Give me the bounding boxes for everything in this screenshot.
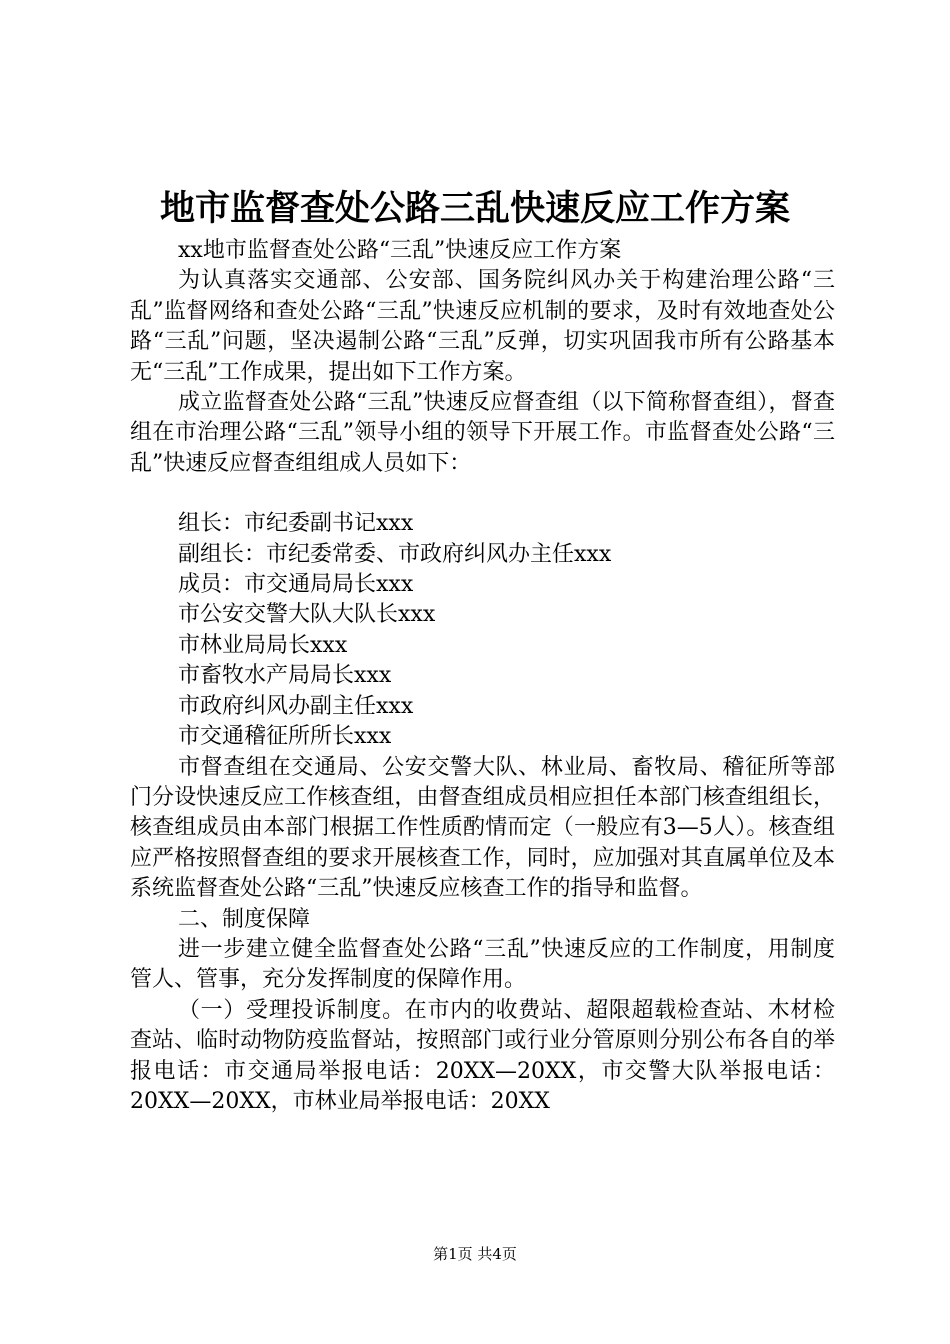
group-paragraph: 成立监督查处公路“三乱”快速反应督查组（以下简称督查组），督查组在市治理公路“三乱”领导小组的领导下开展工作。市监督查处公路“三乱”快速反应督查组组成人员如下： <box>130 390 835 476</box>
document-subtitle: xx地市监督查处公路“三乱”快速反应工作方案 <box>178 238 622 263</box>
check-group-paragraph: 市督查组在交通局、公安交警大队、林业局、畜牧局、稽征所等部门分设快速反应工作核查组，由督查组成员相应担任本部门核查组组长，核查组成员由本部门根据工作性质酌情而定（一般应有3—5人）。核查组应严格按照督查组的要求开展核查工作，同时，应加强对其直属单位及本系统监督查处公路“三乱”快速反应核查工作的指导和监督。 <box>130 754 835 902</box>
member-line: 市林业局局长xxx <box>178 632 348 658</box>
member-line: 市交通稽征所所长xxx <box>178 724 392 750</box>
system-paragraph: 进一步建立健全监督查处公路“三乱”快速反应的工作制度，用制度管人、管事，充分发挥制度的保障作用。 <box>130 936 835 993</box>
complaint-paragraph: （一）受理投诉制度。在市内的收费站、超限超载检查站、木材检查站、临时动物防疫监督站，按照部门或行业分管原则分别公布各自的举报电话：市交通局举报电话：20XX—20XX，市交警大队举报电话：20XX—20XX，市林业局举报电话：20XX <box>130 997 835 1114</box>
section-heading: 二、制度保障 <box>178 906 311 932</box>
member-line: 市政府纠风办副主任xxx <box>178 693 414 719</box>
member-line: 副组长：市纪委常委、市政府纠风办主任xxx <box>178 541 612 567</box>
intro-paragraph: 为认真落实交通部、公安部、国务院纠风办关于构建治理公路“三乱”监督网络和查处公路“三乱”快速反应机制的要求，及时有效地查处公路“三乱”问题，坚决遏制公路“三乱”反弹，切实巩固我市所有公路基本无“三乱”工作成果，提出如下工作方案。 <box>130 268 835 385</box>
member-line: 组长：市纪委副书记xxx <box>178 511 414 537</box>
document-body <box>130 236 835 1117</box>
blank-line <box>130 479 835 509</box>
page-footer: 第1页 共4页 <box>433 1245 517 1263</box>
member-line: 市畜牧水产局局长xxx <box>178 663 392 689</box>
member-line: 市公安交警大队大队长xxx <box>178 602 436 628</box>
member-line: 成员：市交通局局长xxx <box>178 572 414 598</box>
document-title: 地市监督查处公路三乱快速反应工作方案 <box>159 188 790 229</box>
